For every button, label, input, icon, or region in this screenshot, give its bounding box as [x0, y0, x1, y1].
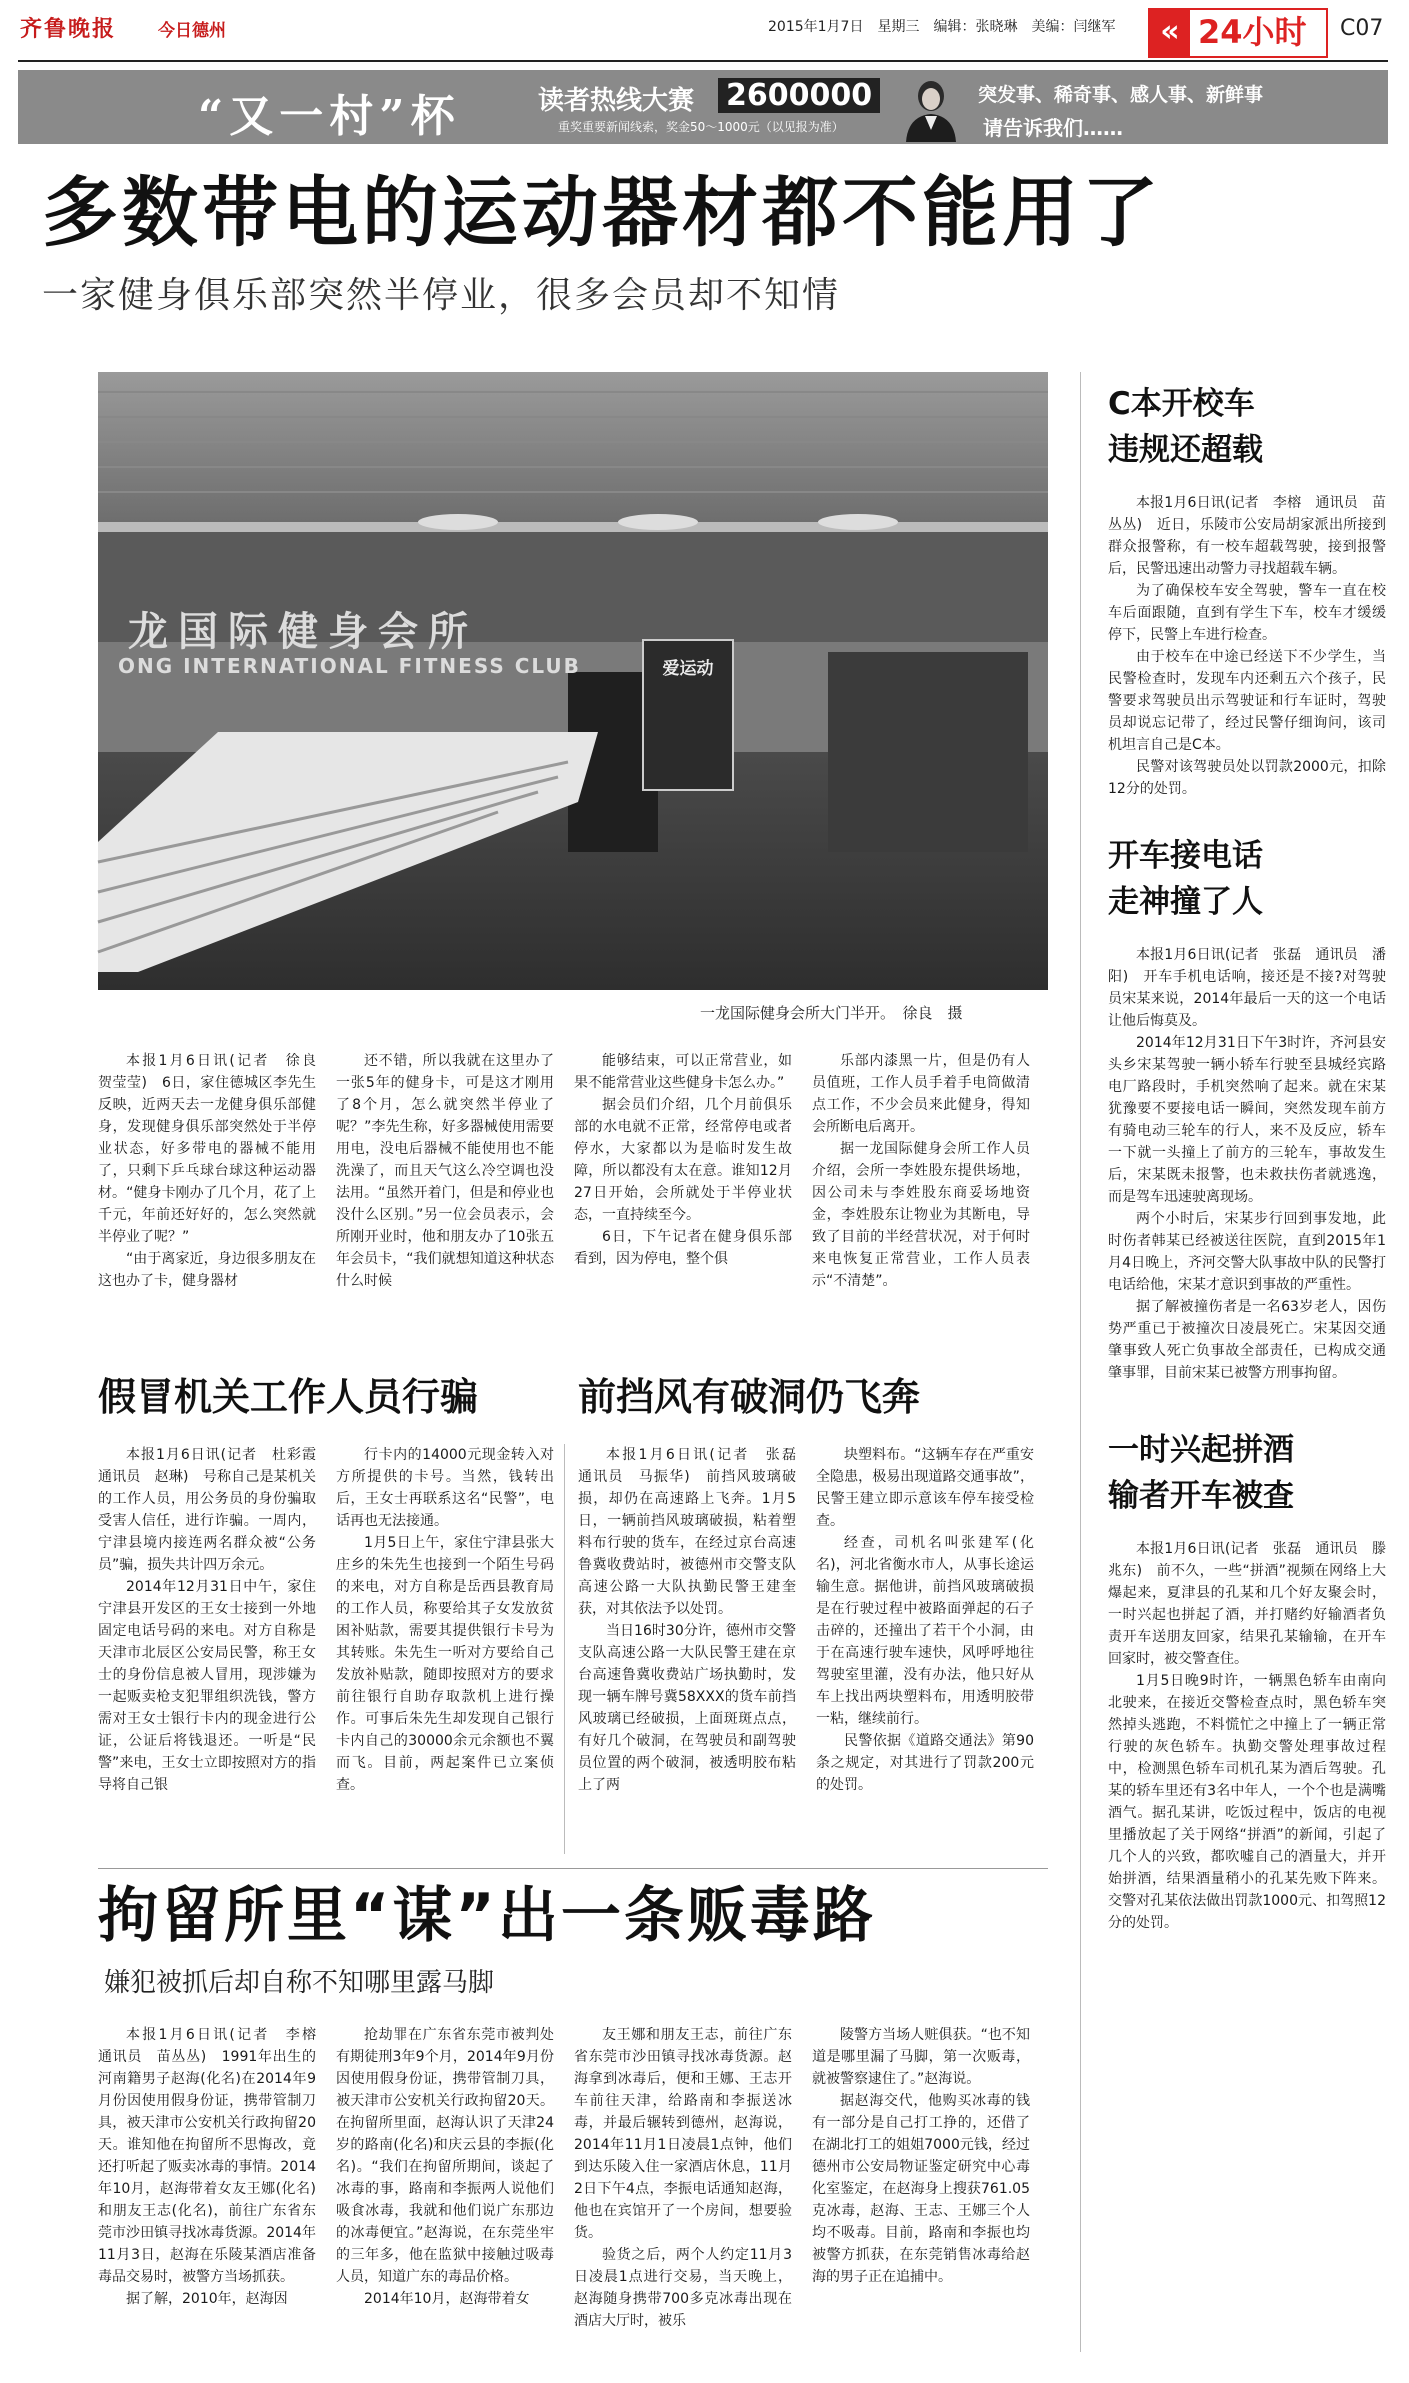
side-story-2-headline-line-1: 开车接电话	[1108, 838, 1263, 874]
side-story-3-headline-line-2: 输者开车被查	[1108, 1478, 1294, 1514]
paragraph: 本报1月6日讯(记者 张磊 通讯员 马振华) 前挡风玻璃破损，却仍在高速路上飞奔。1月5日，一辆前挡风玻璃破损，粘着塑料布行驶的货车，在经过京台高速鲁冀收费站时，被德州市交警支队高速公路一大队执勤民警王建奎获，对其依法予以处罚。	[578, 1447, 810, 1617]
paragraph: 民警依据《道路交通法》第90条之规定，对其进行了罚款200元的处罚。	[816, 1733, 1034, 1793]
photo-caption: 一龙国际健身会所大门半开。 徐良 摄	[700, 1004, 963, 1022]
paragraph: 本报1月6日讯(记者 李榕 通讯员 苗丛丛) 1991年出生的河南籍男子赵海(化名)在2014年9月份因使用假身份证，携带管制刀具，被天津市公安机关行政拘留20天。谁知他在拘留所不思悔改，竟还打听起了贩卖冰毒的事情。2014年10月，赵海带着女友王娜(化名)和朋友王志(化名)，前往广东省东莞市沙田镇寻找冰毒货源。2014年11月3日，赵海在乐陵某酒店准备毒品交易时，被警方当场抓获。	[98, 2027, 330, 2285]
photo-poster-text: 爱运动	[662, 659, 714, 679]
paragraph: “由于离家近，身边很多朋友在这也办了卡，健身器材	[98, 1251, 316, 1289]
photo-sign-english: ONG INTERNATIONAL FITNESS CLUB	[118, 654, 581, 678]
lead-photo	[98, 372, 1048, 990]
paragraph: 本报1月6日讯(记者 徐良 贺莹莹) 6日，家住德城区李先生反映，近两天去一龙健身俱乐部健身，发现健身俱乐部突然处于半停业状态，好多带电的器械不能用了，只剩下乒乓球台球这种运动器材。“健身卡刚办了几个月，花了上千元，年前还好好的，怎么突然就半停业了呢？”	[98, 1053, 330, 1245]
banner-phone: 2600000	[718, 78, 880, 113]
story-2-column-2	[336, 1444, 554, 1862]
story-4-column-4	[812, 2024, 1030, 2354]
paragraph: 1月5日上午，家住宁津县张大庄乡的朱先生也接到一个陌生号码的来电，对方自称是岳西县教育局的工作人员，称要给其子女发放贫困补贴款，需要其提供银行卡号为其转账。朱先生一听对方要给自己发放补贴款，随即按照对方的要求前往银行自助存取款机上进行操作。可事后朱先生却发现自己银行卡内自己的30000余元余额也不翼而飞。目前，两起案件已立案侦查。	[336, 1535, 554, 1793]
hotline-banner	[18, 70, 1388, 144]
paragraph: 2014年12月31日中午，家住宁津县开发区的王女士接到一外地固定电话号码的来电。对方自称是天津市北辰区公安局民警，称王女士的身份信息被人冒用，现涉嫌为一起贩卖枪支犯罪组织洗钱，警方需对王女士银行卡内的现金进行公证，公证后将钱退还。一听是“民警”来电，王女士立即按照对方的指导将自己银	[98, 1579, 316, 1793]
paragraph: 民警对该驾驶员处以罚款2000元，扣除12分的处罚。	[1108, 759, 1386, 797]
story-divider	[564, 1444, 565, 1854]
lead-column-2	[336, 1050, 554, 1360]
issue-info: 2015年1月7日 星期三 编辑：张晓琳 美编：闫继军	[768, 19, 1116, 35]
story-2-column-1	[98, 1444, 330, 1862]
banner-slogan-1: 突发事、稀奇事、感人事、新鲜事	[978, 84, 1264, 106]
side-story-1-headline-line-2: 违规还超载	[1108, 432, 1263, 468]
paragraph: 能够结束，可以正常营业，如果不能常营业这些健身卡怎么办。”	[574, 1053, 792, 1091]
paragraph: 经查，司机名叫张建军(化名)，河北省衡水市人，从事长途运输生意。据他讲，前挡风玻璃破损是在行驶过程中被路面弹起的石子击碎的，还撞出了若干个小洞，由于在高速行驶车速快，风呼呼地往驾驶室里灌，没有办法，他只好从车上找出两块塑料布，用透明胶带一粘，继续前行。	[816, 1535, 1034, 1727]
story-4-subhead: 嫌犯被抓后却自称不知哪里露马脚	[104, 1968, 495, 1998]
masthead-name: 齐鲁晚报	[20, 16, 117, 42]
gym-lobby-illustration	[98, 372, 1048, 990]
lead-subhead: 一家健身俱乐部突然半停业，很多会员却不知情	[42, 275, 841, 316]
paragraph: 为了确保校车安全驾驶，警车一直在校车后面跟随，直到有学生下车，校车才缓缓停下，民警上车进行检查。	[1108, 583, 1386, 643]
paragraph: 本报1月6日讯(记者 张磊 通讯员 滕兆东) 前不久，一些“拼酒”视频在网络上大爆起来，夏津县的孔某和几个好友聚会时，一时兴起也拼起了酒，并打赌约好输酒者负责开车送朋友回家，结果孔某输输，在开车回家时，被交警查住。	[1108, 1541, 1386, 1667]
masthead-section: 今日德州	[158, 21, 226, 41]
page-number: C07	[1340, 16, 1384, 41]
section-tag	[1148, 8, 1328, 58]
paragraph: 友王娜和朋友王志，前往广东省东莞市沙田镇寻找冰毒货源。赵海拿到冰毒后，便和王娜、王志开车前往天津，给路南和李振送冰毒，并最后辗转到德州，赵海说，2014年11月1日凌晨1点钟，他们到达乐陵入住一家酒店休息，11月2日下午4点，李振电话通知赵海，他也在宾馆开了一个房间，想要验货。	[574, 2027, 792, 2241]
side-story-2-headline-line-2: 走神撞了人	[1108, 884, 1263, 920]
paragraph: 据赵海交代，他购买冰毒的钱有一部分是自己打工挣的，还借了在湖北打工的姐姐7000元钱，经过德州市公安局物证鉴定研究中心毒化室鉴定，在赵海身上搜获761.05克冰毒，赵海、王志、王娜三个人均不吸毒。目前，路南和李振也均被警方抓获，在东莞销售冰毒给赵海的男子正在追捕中。	[812, 2093, 1030, 2285]
story-4-column-2	[336, 2024, 554, 2354]
paragraph: 陵警方当场人赃俱获。“也不知道是哪里漏了马脚，第一次贩毒，就被警察逮住了。”赵海说。	[812, 2027, 1030, 2087]
paragraph: 由于校车在中途已经送下不少学生，当民警检查时，发现车内还剩五六个孩子，民警要求驾驶员出示驾驶证和行车证时，驾驶员却说忘记带了，经过民警仔细询问，该司机坦言自己是C本。	[1108, 649, 1386, 753]
photo-sign-chinese: 龙国际健身会所	[128, 609, 478, 655]
banner-slogan-2: 请告诉我们……	[983, 116, 1123, 140]
story-4-column-3	[574, 2024, 792, 2354]
story-2-headline: 假冒机关工作人员行骗	[98, 1375, 479, 1419]
paragraph: 乐部内漆黑一片，但是仍有人员值班，工作人员手着手电筒做清点工作，不少会员来此健身，得知会所断电后离开。	[812, 1053, 1030, 1135]
paragraph: 验货之后，两个人约定11月3日凌晨1点进行交易，当天晚上，赵海随身携带700多克冰毒出现在酒店大厅时，被乐	[574, 2247, 792, 2329]
bottom-story-rule	[98, 1868, 1048, 1869]
paragraph: 本报1月6日讯(记者 杜彩霞 通讯员 赵琳) 号称自己是某机关的工作人员，用公务员的身份骗取受害人信任，进行诈骗。一周内，宁津县境内接连两名群众被“公务员”骗，损失共计四万余元。	[98, 1447, 330, 1573]
header-rule	[18, 60, 1388, 62]
paragraph: 本报1月6日讯(记者 张磊 通讯员 潘阳) 开车手机电话响，接还是不接?对驾驶员宋某来说，2014年最后一天的这一个电话让他后悔莫及。	[1108, 947, 1386, 1029]
paragraph: 抢劫罪在广东省东莞市被判处有期徒刑3年9个月，2014年9月份因使用假身份证，携带管制刀具，被天津市公安机关行政拘留20天。在拘留所里面，赵海认识了天津24岁的路南(化名)和庆云县的李振(化名)。“我们在拘留所期间，谈起了冰毒的事，路南和李振两人说他们吸食冰毒，我就和他们说广东那边的冰毒便宜。”赵海说，在东莞坐牢的三年多，他在监狱中接触过吸毒人员，知道广东的毒品价格。	[336, 2027, 554, 2285]
paragraph: 2014年12月31日下午3时许，齐河县安头乡宋某驾驶一辆小轿车行驶至县城经宾路电厂路段时，手机突然响了起来。就在宋某犹豫要不要接电话一瞬间，突然发现车前方有骑电动三轮车的行人，来不及反应，轿车一下就一头撞上了前方的三轮车，事故发生后，宋某既未报警，也未救扶伤者就逃逸，而是驾车迅速驶离现场。	[1108, 1035, 1386, 1205]
paragraph: 两个小时后，宋某步行回到事发地，此时伤者韩某已经被送往医院，直到2015年1月4日晚上，齐河交警大队事故中队的民警打电话给他，宋某才意识到事故的严重性。	[1108, 1211, 1386, 1293]
paragraph: 据一龙国际健身会所工作人员介绍，会所一李姓股东提供场地，因公司未与李姓股东商妥场地资金，李姓股东让物业为其断电，导致了目前的半经营状况，对于何时来电恢复正常营业，工作人员表示“不清楚”。	[812, 1141, 1030, 1289]
paragraph: 2014年10月，赵海带着女	[364, 2291, 530, 2307]
story-3-headline: 前挡风有破洞仍飞奔	[578, 1375, 921, 1419]
story-3-column-2	[816, 1444, 1034, 1862]
paragraph: 当日16时30分许，德州市交警支队高速公路一大队民警王建在京台高速鲁冀收费站广场执勤时，发现一辆车牌号冀58XXX的货车前挡风玻璃已经破损，上面斑斑点点，有好几个破洞，在驾驶员和副驾驶员位置的两个破洞，被透明胶布粘上了两	[578, 1623, 796, 1793]
story-3-column-1	[578, 1444, 810, 1862]
banner-note: 重奖重要新闻线索，奖金50～1000元（以见报为准）	[558, 120, 844, 134]
paragraph: 6日，下午记者在健身俱乐部看到，因为停电，整个俱	[574, 1229, 792, 1267]
side-story-2-text	[1108, 944, 1386, 1406]
story-4-column-1	[98, 2024, 330, 2354]
paragraph: 行卡内的14000元现金转入对方所提供的卡号。当然，钱转出后，王女士再联系这名“民警”，电话再也无法接通。	[336, 1447, 554, 1529]
paragraph: 本报1月6日讯(记者 李榕 通讯员 苗丛丛) 近日，乐陵市公安局胡家派出所接到群众报警称，有一校车超载驾驶，接到报警后，民警迅速出动警力寻找超载车辆。	[1108, 495, 1386, 577]
sidebar-divider	[1080, 372, 1081, 2352]
story-4-headline: 拘留所里“谋”出一条贩毒路	[98, 1881, 876, 1951]
chevron-left-icon: «	[1150, 10, 1190, 56]
side-story-1-headline-line-1: C本开校车	[1108, 386, 1255, 422]
lead-column-3	[574, 1050, 792, 1360]
banner-title: “又一村”杯	[198, 91, 461, 142]
banner-contest: 读者热线大赛	[538, 86, 695, 116]
paragraph: 据了解被撞伤者是一名63岁老人，因伤势严重已于被撞次日凌晨死亡。宋某因交通肇事致人死亡负事故全部责任，已构成交通肇事罪，目前宋某已被警方刑事拘留。	[1108, 1299, 1386, 1381]
lead-headline: 多数带电的运动器材都不能用了	[42, 168, 1162, 257]
side-story-3-text	[1108, 1538, 1386, 1956]
paragraph: 块塑料布。“这辆车存在严重安全隐患，极易出现道路交通事故”，民警王建立即示意该车停车接受检查。	[816, 1447, 1034, 1529]
paragraph: 还不错，所以我就在这里办了一张5年的健身卡，可是这才刚用了8个月，怎么就突然半停业了呢？”李先生称，好多器械使用需要用电，没电后器械不能使用也不能洗澡了，而且天气这么冷空调也没法用。“虽然开着门，但是和停业也没什么区别。”另一位会员表示，会所刚开业时，他和朋友办了10张五年会员卡，“我们就想知道这种状态什么时候	[336, 1053, 554, 1289]
paragraph: 据了解，2010年，赵海因	[126, 2291, 288, 2307]
operator-woman-icon	[898, 74, 964, 142]
lead-column-1	[98, 1050, 330, 1360]
paragraph: 1月5日晚9时许，一辆黑色轿车由南向北驶来，在接近交警检查点时，黑色轿车突然掉头逃跑，不料慌忙之中撞上了一辆正常行驶的灰色轿车。执勤交警处理事故过程中，检测黑色轿车司机孔某为酒后驾驶。孔某的轿车里还有3名中年人，一个个也是满嘴酒气。据孔某讲，吃饭过程中，饭店的电视里播放起了关于网络“拼酒”的新闻，引起了几个人的兴致，都吹嘘自己的酒量大，并开始拼酒，结果酒量稍小的孔某先败下阵来。交警对孔某依法做出罚款1000元、扣驾照12分的处罚。	[1108, 1673, 1386, 1931]
side-story-3-headline-line-1: 一时兴起拼酒	[1108, 1432, 1294, 1468]
lead-column-4	[812, 1050, 1030, 1360]
side-story-1-text	[1108, 492, 1386, 822]
paragraph: 据会员们介绍，几个月前俱乐部的水电就不正常，经常停电或者停水，大家都以为是临时发生故障，所以都没有太在意。谁知12月27日开始，会所就处于半停业状态，一直持续至今。	[574, 1097, 792, 1223]
section-tag-label: 24小时	[1198, 13, 1307, 51]
